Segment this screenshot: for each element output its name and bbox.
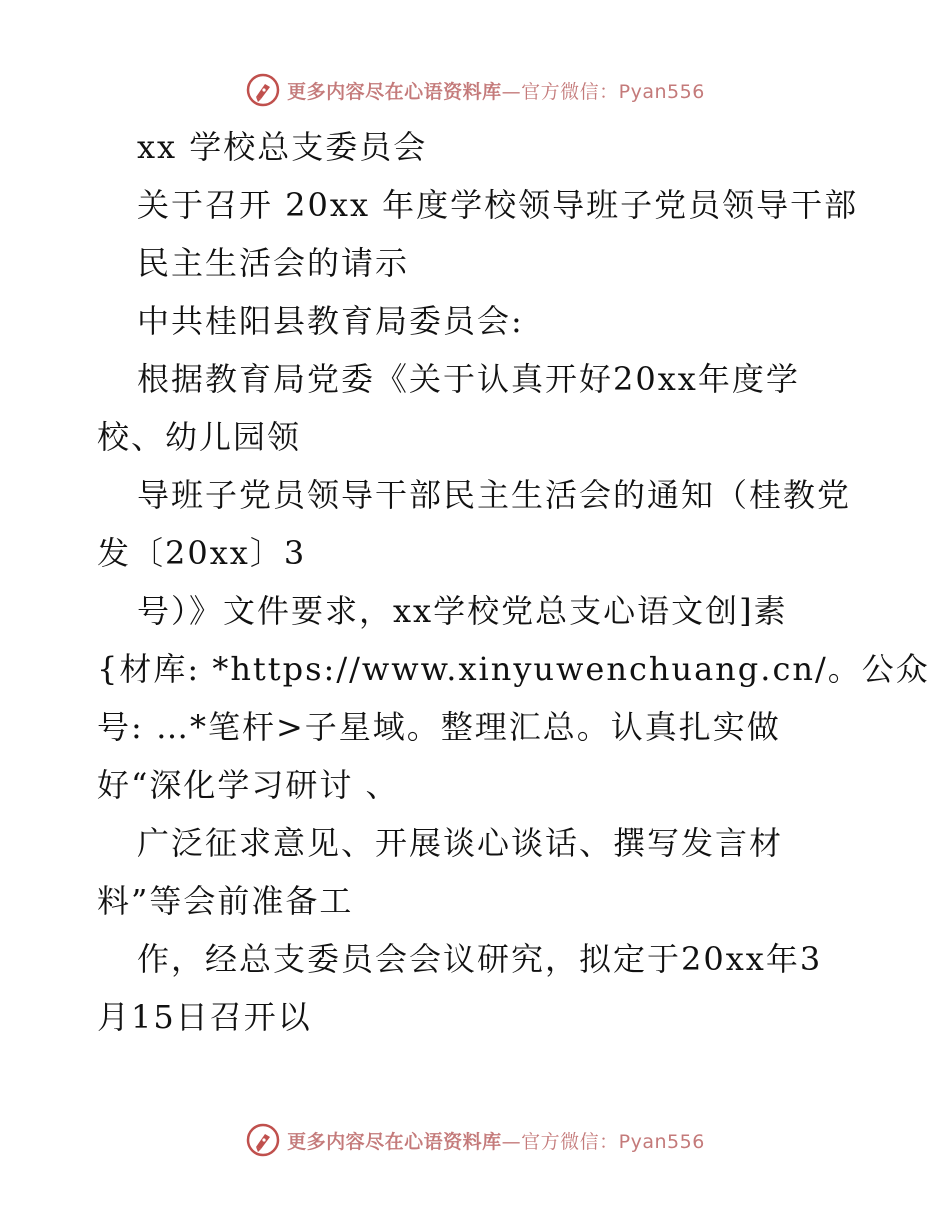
body-line: xx 学校总支委员会 — [137, 128, 428, 166]
watermark-text: 更多内容尽在心语资料库—官方微信：Pyan556 — [287, 80, 705, 103]
body-line: 广泛征求意见、开展谈心谈话、撰写发言材 — [137, 824, 784, 862]
pen-nib-icon — [245, 1122, 281, 1158]
body-line: 发〔20xx〕3 — [97, 534, 307, 572]
body-line: 中共桂阳县教育局委员会: — [137, 302, 524, 340]
body-line: 根据教育局党委《关于认真开好20xx年度学 — [137, 360, 800, 398]
watermark-text: 更多内容尽在心语资料库—官方微信：Pyan556 — [287, 1130, 705, 1153]
body-line: 月15日召开以 — [97, 998, 312, 1036]
body-line: 作，经总支委员会会议研究，拟定于20xx年3 — [137, 940, 823, 978]
body-line: 民主生活会的请示 — [137, 244, 410, 282]
footer-watermark — [0, 1120, 950, 1160]
body-line: 关于召开 20xx 年度学校领导班子党员领导干部 — [137, 186, 859, 224]
body-line: 料”等会前准备工 — [97, 882, 354, 920]
body-line: 号: …*笔杆>子星域。整理汇总。认真扎实做 — [97, 708, 781, 746]
body-line: {材库: *https://www.xinyuwenchuang.cn/。公众 — [97, 650, 930, 688]
body-line: 导班子党员领导干部民主生活会的通知（桂教党 — [137, 476, 852, 514]
body-line: 好“深化学习研讨 、 — [97, 766, 400, 804]
body-line: 校、幼儿园领 — [97, 418, 302, 456]
body-line: 号）》文件要求，xx学校党总支心语文创]素 — [137, 592, 788, 630]
